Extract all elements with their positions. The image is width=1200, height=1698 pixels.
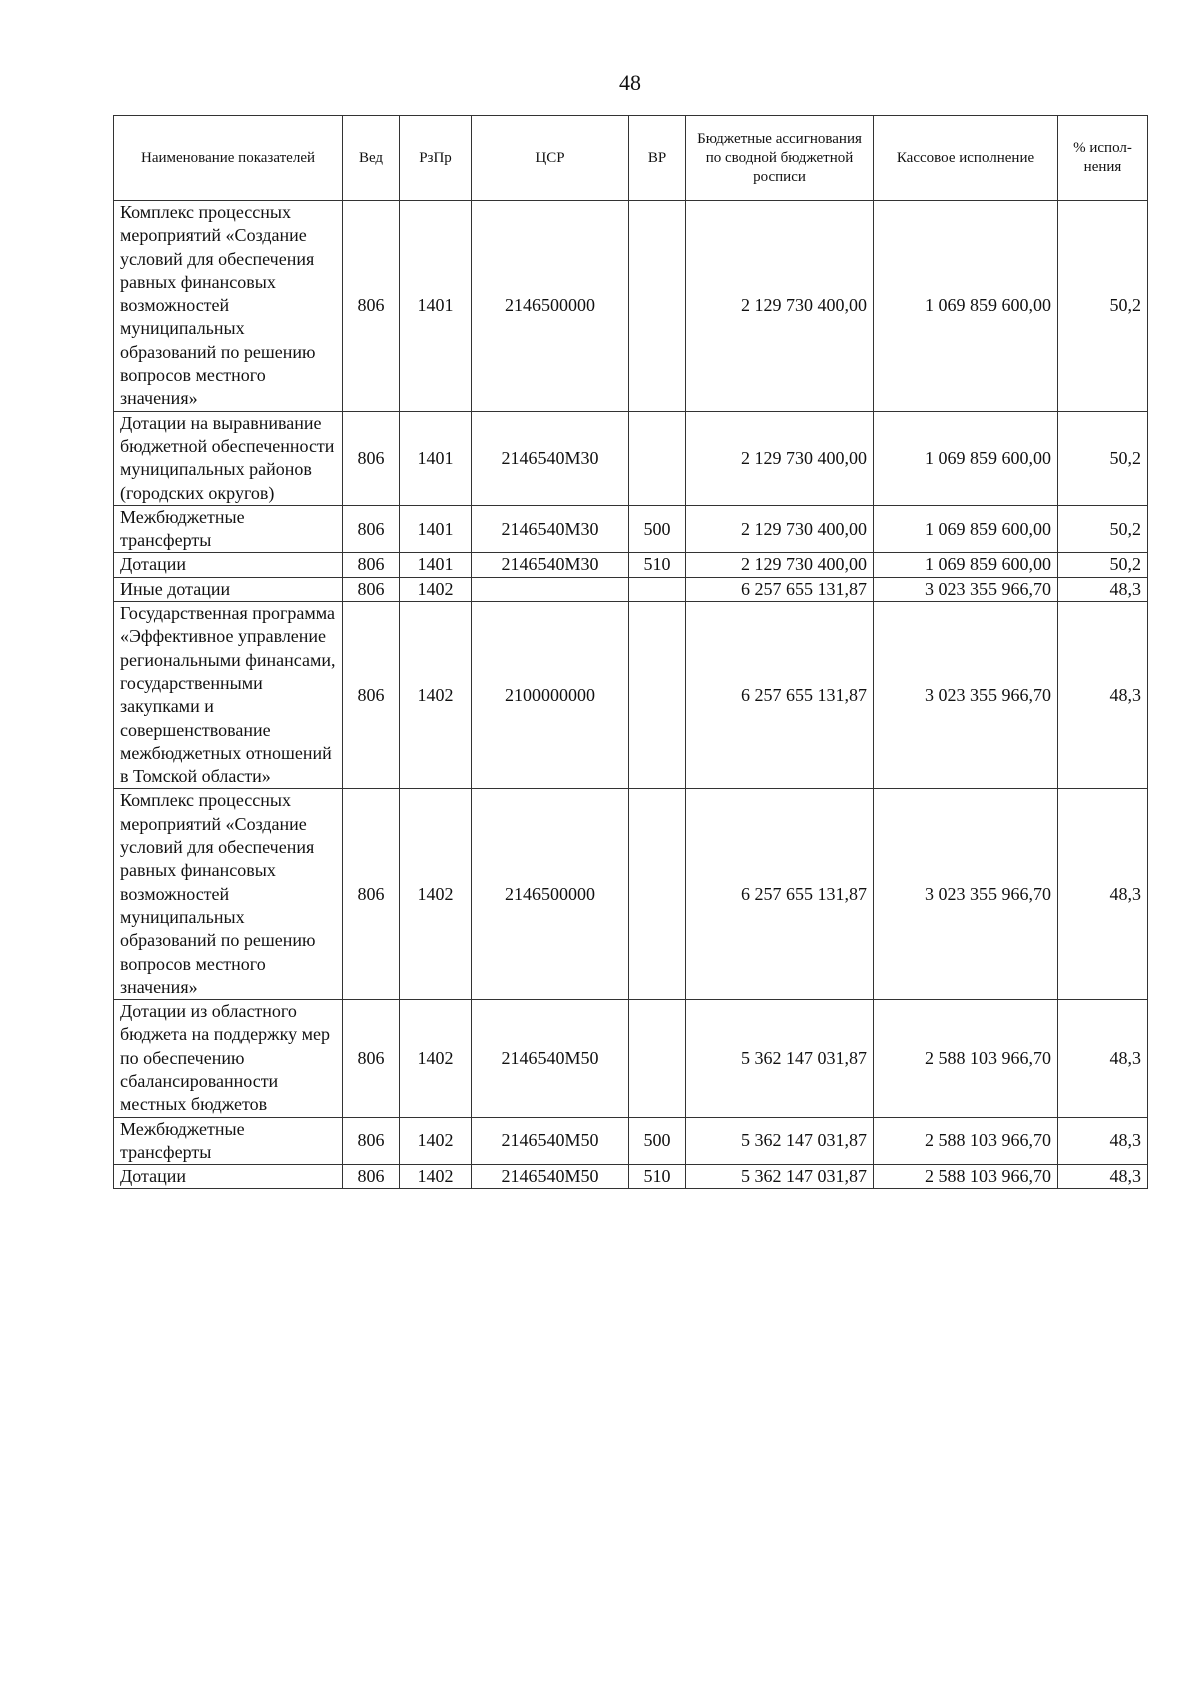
row-name: Межбюджетные трансферты [114, 505, 343, 553]
row-name: Иные дотации [114, 577, 343, 601]
row-cash: 3 023 355 966,70 [874, 789, 1058, 1000]
row-ved: 806 [343, 577, 400, 601]
row-ved: 806 [343, 602, 400, 789]
row-name: Государственная программа «Эффективное управление региональными финансами, государственными закупками и совершенствование межбюджетных отношений в Томской области» [114, 602, 343, 789]
row-ved: 806 [343, 1000, 400, 1117]
row-name: Комплекс процессных мероприятий «Создание условий для обеспечения равных финансовых возможностей муниципальных образований по решению вопросов местного значения» [114, 789, 343, 1000]
row-percent: 50,2 [1058, 201, 1148, 412]
table-row [114, 1117, 1148, 1165]
header-ved: Вед [343, 116, 400, 201]
row-cash: 2 588 103 966,70 [874, 1117, 1058, 1165]
row-vr [629, 577, 686, 601]
row-rzpr: 1401 [400, 201, 472, 412]
header-rzpr: РзПр [400, 116, 472, 201]
row-cash: 1 069 859 600,00 [874, 505, 1058, 553]
row-vr: 510 [629, 553, 686, 577]
row-percent: 48,3 [1058, 789, 1148, 1000]
row-ved: 806 [343, 201, 400, 412]
row-cash: 2 588 103 966,70 [874, 1165, 1058, 1189]
row-rzpr: 1401 [400, 411, 472, 505]
row-budget: 5 362 147 031,87 [686, 1117, 874, 1165]
row-ved: 806 [343, 411, 400, 505]
row-csr: 2146540М30 [472, 553, 629, 577]
row-vr [629, 411, 686, 505]
row-percent: 48,3 [1058, 1000, 1148, 1117]
row-name: Межбюджетные трансферты [114, 1117, 343, 1165]
row-vr [629, 789, 686, 1000]
row-ved: 806 [343, 789, 400, 1000]
row-rzpr: 1401 [400, 553, 472, 577]
row-csr: 2146540М50 [472, 1117, 629, 1165]
row-percent: 50,2 [1058, 411, 1148, 505]
row-budget: 6 257 655 131,87 [686, 789, 874, 1000]
row-csr: 2146540М50 [472, 1165, 629, 1189]
row-percent: 48,3 [1058, 602, 1148, 789]
row-budget: 2 129 730 400,00 [686, 411, 874, 505]
row-budget: 2 129 730 400,00 [686, 505, 874, 553]
header-csr: ЦСР [472, 116, 629, 201]
table-row [114, 602, 1148, 789]
table-row [114, 553, 1148, 577]
row-budget: 6 257 655 131,87 [686, 577, 874, 601]
row-cash: 1 069 859 600,00 [874, 411, 1058, 505]
row-rzpr: 1402 [400, 602, 472, 789]
row-name: Дотации на выравнивание бюджетной обеспеченности муниципальных районов (городских округов) [114, 411, 343, 505]
row-percent: 50,2 [1058, 505, 1148, 553]
row-csr: 2100000000 [472, 602, 629, 789]
page-number: 48 [619, 70, 641, 95]
table-row [114, 201, 1148, 412]
table-row [114, 505, 1148, 553]
row-csr [472, 577, 629, 601]
row-name: Дотации из областного бюджета на поддержку мер по обеспечению сбалансированности местных бюджетов [114, 1000, 343, 1117]
row-rzpr: 1402 [400, 1117, 472, 1165]
row-vr [629, 1000, 686, 1117]
table-header-row [114, 116, 1148, 201]
header-name: Наименование показателей [114, 116, 343, 201]
row-rzpr: 1401 [400, 505, 472, 553]
row-cash: 1 069 859 600,00 [874, 553, 1058, 577]
row-cash: 3 023 355 966,70 [874, 602, 1058, 789]
row-vr: 500 [629, 505, 686, 553]
row-cash: 2 588 103 966,70 [874, 1000, 1058, 1117]
row-rzpr: 1402 [400, 789, 472, 1000]
row-ved: 806 [343, 1117, 400, 1165]
row-percent: 48,3 [1058, 1165, 1148, 1189]
row-vr [629, 602, 686, 789]
header-budget: Бюджетные ассигнования по сводной бюджетной росписи [686, 116, 874, 201]
row-rzpr: 1402 [400, 1165, 472, 1189]
row-name: Дотации [114, 1165, 343, 1189]
row-csr: 2146500000 [472, 789, 629, 1000]
row-csr: 2146540М30 [472, 411, 629, 505]
header-percent: % испол-нения [1058, 116, 1148, 201]
table-row [114, 1000, 1148, 1117]
table-row [114, 789, 1148, 1000]
header-cash: Кассовое исполнение [874, 116, 1058, 201]
row-csr: 2146540М30 [472, 505, 629, 553]
row-ved: 806 [343, 505, 400, 553]
budget-execution-table [113, 115, 1148, 1189]
row-name: Дотации [114, 553, 343, 577]
row-budget: 2 129 730 400,00 [686, 553, 874, 577]
row-budget: 5 362 147 031,87 [686, 1165, 874, 1189]
row-rzpr: 1402 [400, 1000, 472, 1117]
row-percent: 50,2 [1058, 553, 1148, 577]
table-row [114, 577, 1148, 601]
row-vr: 510 [629, 1165, 686, 1189]
table-row [114, 1165, 1148, 1189]
row-budget: 5 362 147 031,87 [686, 1000, 874, 1117]
row-ved: 806 [343, 1165, 400, 1189]
row-budget: 6 257 655 131,87 [686, 602, 874, 789]
row-csr: 2146500000 [472, 201, 629, 412]
row-rzpr: 1402 [400, 577, 472, 601]
row-budget: 2 129 730 400,00 [686, 201, 874, 412]
row-percent: 48,3 [1058, 1117, 1148, 1165]
row-cash: 3 023 355 966,70 [874, 577, 1058, 601]
table-row [114, 411, 1148, 505]
row-cash: 1 069 859 600,00 [874, 201, 1058, 412]
row-name: Комплекс процессных мероприятий «Создание условий для обеспечения равных финансовых возможностей муниципальных образований по решению вопросов местного значения» [114, 201, 343, 412]
row-vr [629, 201, 686, 412]
header-vr: ВР [629, 116, 686, 201]
row-percent: 48,3 [1058, 577, 1148, 601]
row-csr: 2146540М50 [472, 1000, 629, 1117]
row-vr: 500 [629, 1117, 686, 1165]
row-ved: 806 [343, 553, 400, 577]
